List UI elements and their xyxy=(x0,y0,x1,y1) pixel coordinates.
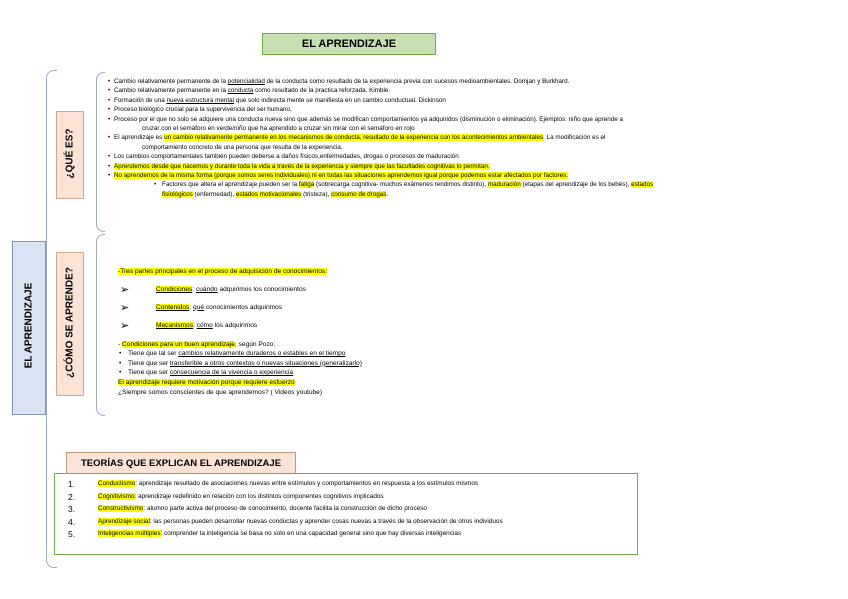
item-text: (tristeza), xyxy=(301,190,332,198)
item-text: El aprendizaje es xyxy=(114,134,165,142)
list-item xyxy=(118,359,538,369)
item-text-underlined: nueva estructura mental xyxy=(166,96,235,104)
item-text: adquirimos los conocimientos xyxy=(217,285,306,293)
intro-text: -Tres partes principales en el proceso de adquisición de conocimientos: xyxy=(118,268,328,275)
arrow-item xyxy=(118,317,538,335)
theory-description: : las personas pueden desarrollar nuevas conductas y aprender cosas nuevas a través de la observación de otros individuos xyxy=(149,517,503,525)
item-text: conocimientos adquirimos xyxy=(204,303,283,311)
page-title: EL APRENDIZAJE xyxy=(262,33,436,55)
theory-name: Cognitivismo xyxy=(98,492,135,500)
theory-item xyxy=(66,491,636,504)
item-text: Cambio relativamente permanente de la xyxy=(114,78,228,85)
list-item xyxy=(108,171,808,180)
theory-item xyxy=(66,516,636,529)
como-se-aprende-label: ¿CÓMO SE APRENDE? xyxy=(64,267,76,378)
theories-title: TEORÍAS QUE EXPLICAN EL APRENDIZAJE xyxy=(66,452,296,474)
arrow-item xyxy=(118,281,538,299)
item-term: Contenidos xyxy=(156,303,190,311)
theory-item xyxy=(66,478,636,491)
theory-item xyxy=(66,503,636,516)
list-item-continuation: comportamiento concreto de una persona que resulta de la experiencia. xyxy=(142,143,343,151)
theory-name: Constructivismo xyxy=(98,505,144,513)
que-es-label: ¿QUÉ ES? xyxy=(64,128,76,179)
theory-number: 4. xyxy=(68,516,76,527)
item-text: - xyxy=(118,340,123,348)
item-text-underlined: cambios relativamente duraderos o estables en el tiempo xyxy=(178,350,346,358)
item-text: como resultado de la practica reforzada. Kimble. xyxy=(253,87,391,95)
theory-description: : comprender la inteligencia se basa no solo en una capacidad general sino que hay diversas inteligencias xyxy=(160,530,462,538)
item-text: . xyxy=(386,190,389,198)
item-text-underlined: cuándo xyxy=(195,285,218,293)
item-text: que solo indirecta mente se manifiesta en un cambio conductual. Dickinson xyxy=(234,96,446,104)
conditions-list xyxy=(118,349,538,378)
item-text: (etapas del aprendizaje de los bebés), xyxy=(520,181,632,189)
item-text: Tiene que ser xyxy=(128,359,170,367)
theory-description: : aprendizaje resultado de asociaciones nuevas entre estímulos y comportamientos en respuesta a los estímulos mismos xyxy=(135,480,479,487)
item-text: : xyxy=(192,285,196,293)
item-text-highlighted: maduración xyxy=(487,181,521,189)
item-term: Mecanismos xyxy=(156,321,194,329)
list-item xyxy=(118,368,538,378)
list-item xyxy=(108,162,808,171)
item-text: : xyxy=(193,321,197,329)
theory-name: Inteligencias múltiples xyxy=(98,530,161,538)
item-text-highlighted: estados xyxy=(631,181,654,189)
item-term: Condiciones xyxy=(156,285,193,293)
item-text-underlined: consecuencia de la vivencia o experiencia xyxy=(169,369,294,377)
item-text: Formación de una xyxy=(114,96,167,104)
item-text-underlined: qué xyxy=(193,303,205,311)
item-text-highlighted: El aprendizaje requiere motivación porque requiere esfuerzo xyxy=(118,378,295,386)
list-item xyxy=(108,133,808,142)
item-text-highlighted: fisiológicos xyxy=(162,190,193,198)
item-text: , según Pozo: xyxy=(234,340,276,348)
list-item xyxy=(108,86,808,95)
theory-item xyxy=(66,528,636,541)
theory-description: : aprendizaje redefinido en relación con los distintos componentes cognitivos implicados xyxy=(134,492,384,500)
que-es-list xyxy=(108,77,808,199)
item-text-highlighted: estados motivacionales xyxy=(235,190,302,198)
theory-description: : alumno parte activa del proceso de conocimiento, docente facilita la construcción de dicho proceso xyxy=(143,505,427,513)
intro-line xyxy=(118,267,538,277)
item-text: de la conducta como resultado de la experiencia previa con sucesos medioambientales. Domjan y Burkhard. xyxy=(264,78,570,85)
theory-name: Aprendizaje social xyxy=(98,517,150,525)
theory-name: Conductismo xyxy=(98,480,136,487)
list-item: • Los cambios comportamentales también pueden deberse a daños físicos,enfermedades, drogas o procesos de maduración xyxy=(108,152,808,161)
theory-number: 3. xyxy=(68,504,76,515)
item-text: Factores que altera el aprendizaje pueden ser la xyxy=(162,181,299,189)
item-text: (sobrecarga cognitiva- muchos exámenes rendimos distinto), xyxy=(314,181,488,189)
item-text-highlighted: consumo de drogas xyxy=(331,190,387,198)
theory-number: 2. xyxy=(68,491,76,502)
theory-number: 1. xyxy=(68,479,76,489)
item-text-underlined: transferible a otros contextos o nuevas situaciones (generalizarlo) xyxy=(169,359,362,367)
item-text-underlined: potencialidad xyxy=(227,78,265,85)
arrow-icon: ➢ xyxy=(120,283,130,296)
list-subitem xyxy=(108,180,808,189)
item-text: Proceso por el que no solo se adquiere una conducta nueva sino que además se modifican comportamientos ya adquiridos (disminución o eliminación). Ejemplos: niño que aprende a xyxy=(114,115,623,123)
theories-list xyxy=(66,478,636,541)
arrow-icon: ➢ xyxy=(120,319,130,332)
como-se-aprende-label-box xyxy=(56,252,84,396)
item-text-underlined: cómo xyxy=(196,321,213,329)
question-line: ¿Siempre somos conscientes de que aprendemos? ( Videos youtube) xyxy=(118,388,323,396)
item-text-highlighted: un cambio relativamente permanente en los mecanismos de conducta, resultado de la experiencia con los acontecimientos ambientales xyxy=(164,134,544,142)
item-text-highlighted: Condiciones para un buen aprendizaje xyxy=(122,340,235,348)
list-item xyxy=(108,115,808,124)
conditions-heading xyxy=(118,340,538,350)
item-text: Tiene que ser xyxy=(128,369,170,377)
list-subitem-continuation xyxy=(108,190,808,199)
que-es-brace xyxy=(96,72,105,232)
item-text: : xyxy=(189,303,194,311)
como-brace xyxy=(96,234,105,416)
motivation-line xyxy=(118,378,538,388)
arrow-icon: ➢ xyxy=(120,301,130,314)
side-main-label: EL APRENDIZAJE xyxy=(23,282,35,369)
list-item xyxy=(108,77,808,86)
que-es-label-box xyxy=(56,111,84,199)
list-item: • Proceso biológico crucial para la supervivencia del ser humano, xyxy=(108,105,808,114)
arrow-item xyxy=(118,299,538,317)
item-text: Tiene que lal ser xyxy=(128,350,179,358)
item-text: (enfermedad), xyxy=(192,190,236,198)
item-text-highlighted: Aprendemos desde que nacemos y durante toda la vida a través de la experiencia y siempre que las facultades cognitivas lo permitan. xyxy=(114,162,490,170)
item-text-underlined: conducta xyxy=(227,87,254,95)
item-text-highlighted: fatiga xyxy=(298,181,315,189)
side-main-label-box xyxy=(12,241,46,415)
list-item-continuation: cruzar con el semáforo en verde/niño que ha aprendido a cruzar sin mirar con el semáforo en rojo xyxy=(142,125,415,133)
item-text: los adquirimos xyxy=(212,321,258,329)
list-item xyxy=(118,349,538,359)
theory-number: 5. xyxy=(68,529,76,540)
item-text: Cambio relativamente permanente en la xyxy=(114,87,228,95)
list-item xyxy=(108,96,808,105)
como-se-aprende-section xyxy=(118,267,538,397)
item-text: . La modificación es el xyxy=(543,134,606,142)
item-text-highlighted: No aprendemos de la misma forma (porque somos seres individuales) ni en todas las situaciones aprendemos igual porque podemos estar afectados por factores. xyxy=(114,172,568,180)
